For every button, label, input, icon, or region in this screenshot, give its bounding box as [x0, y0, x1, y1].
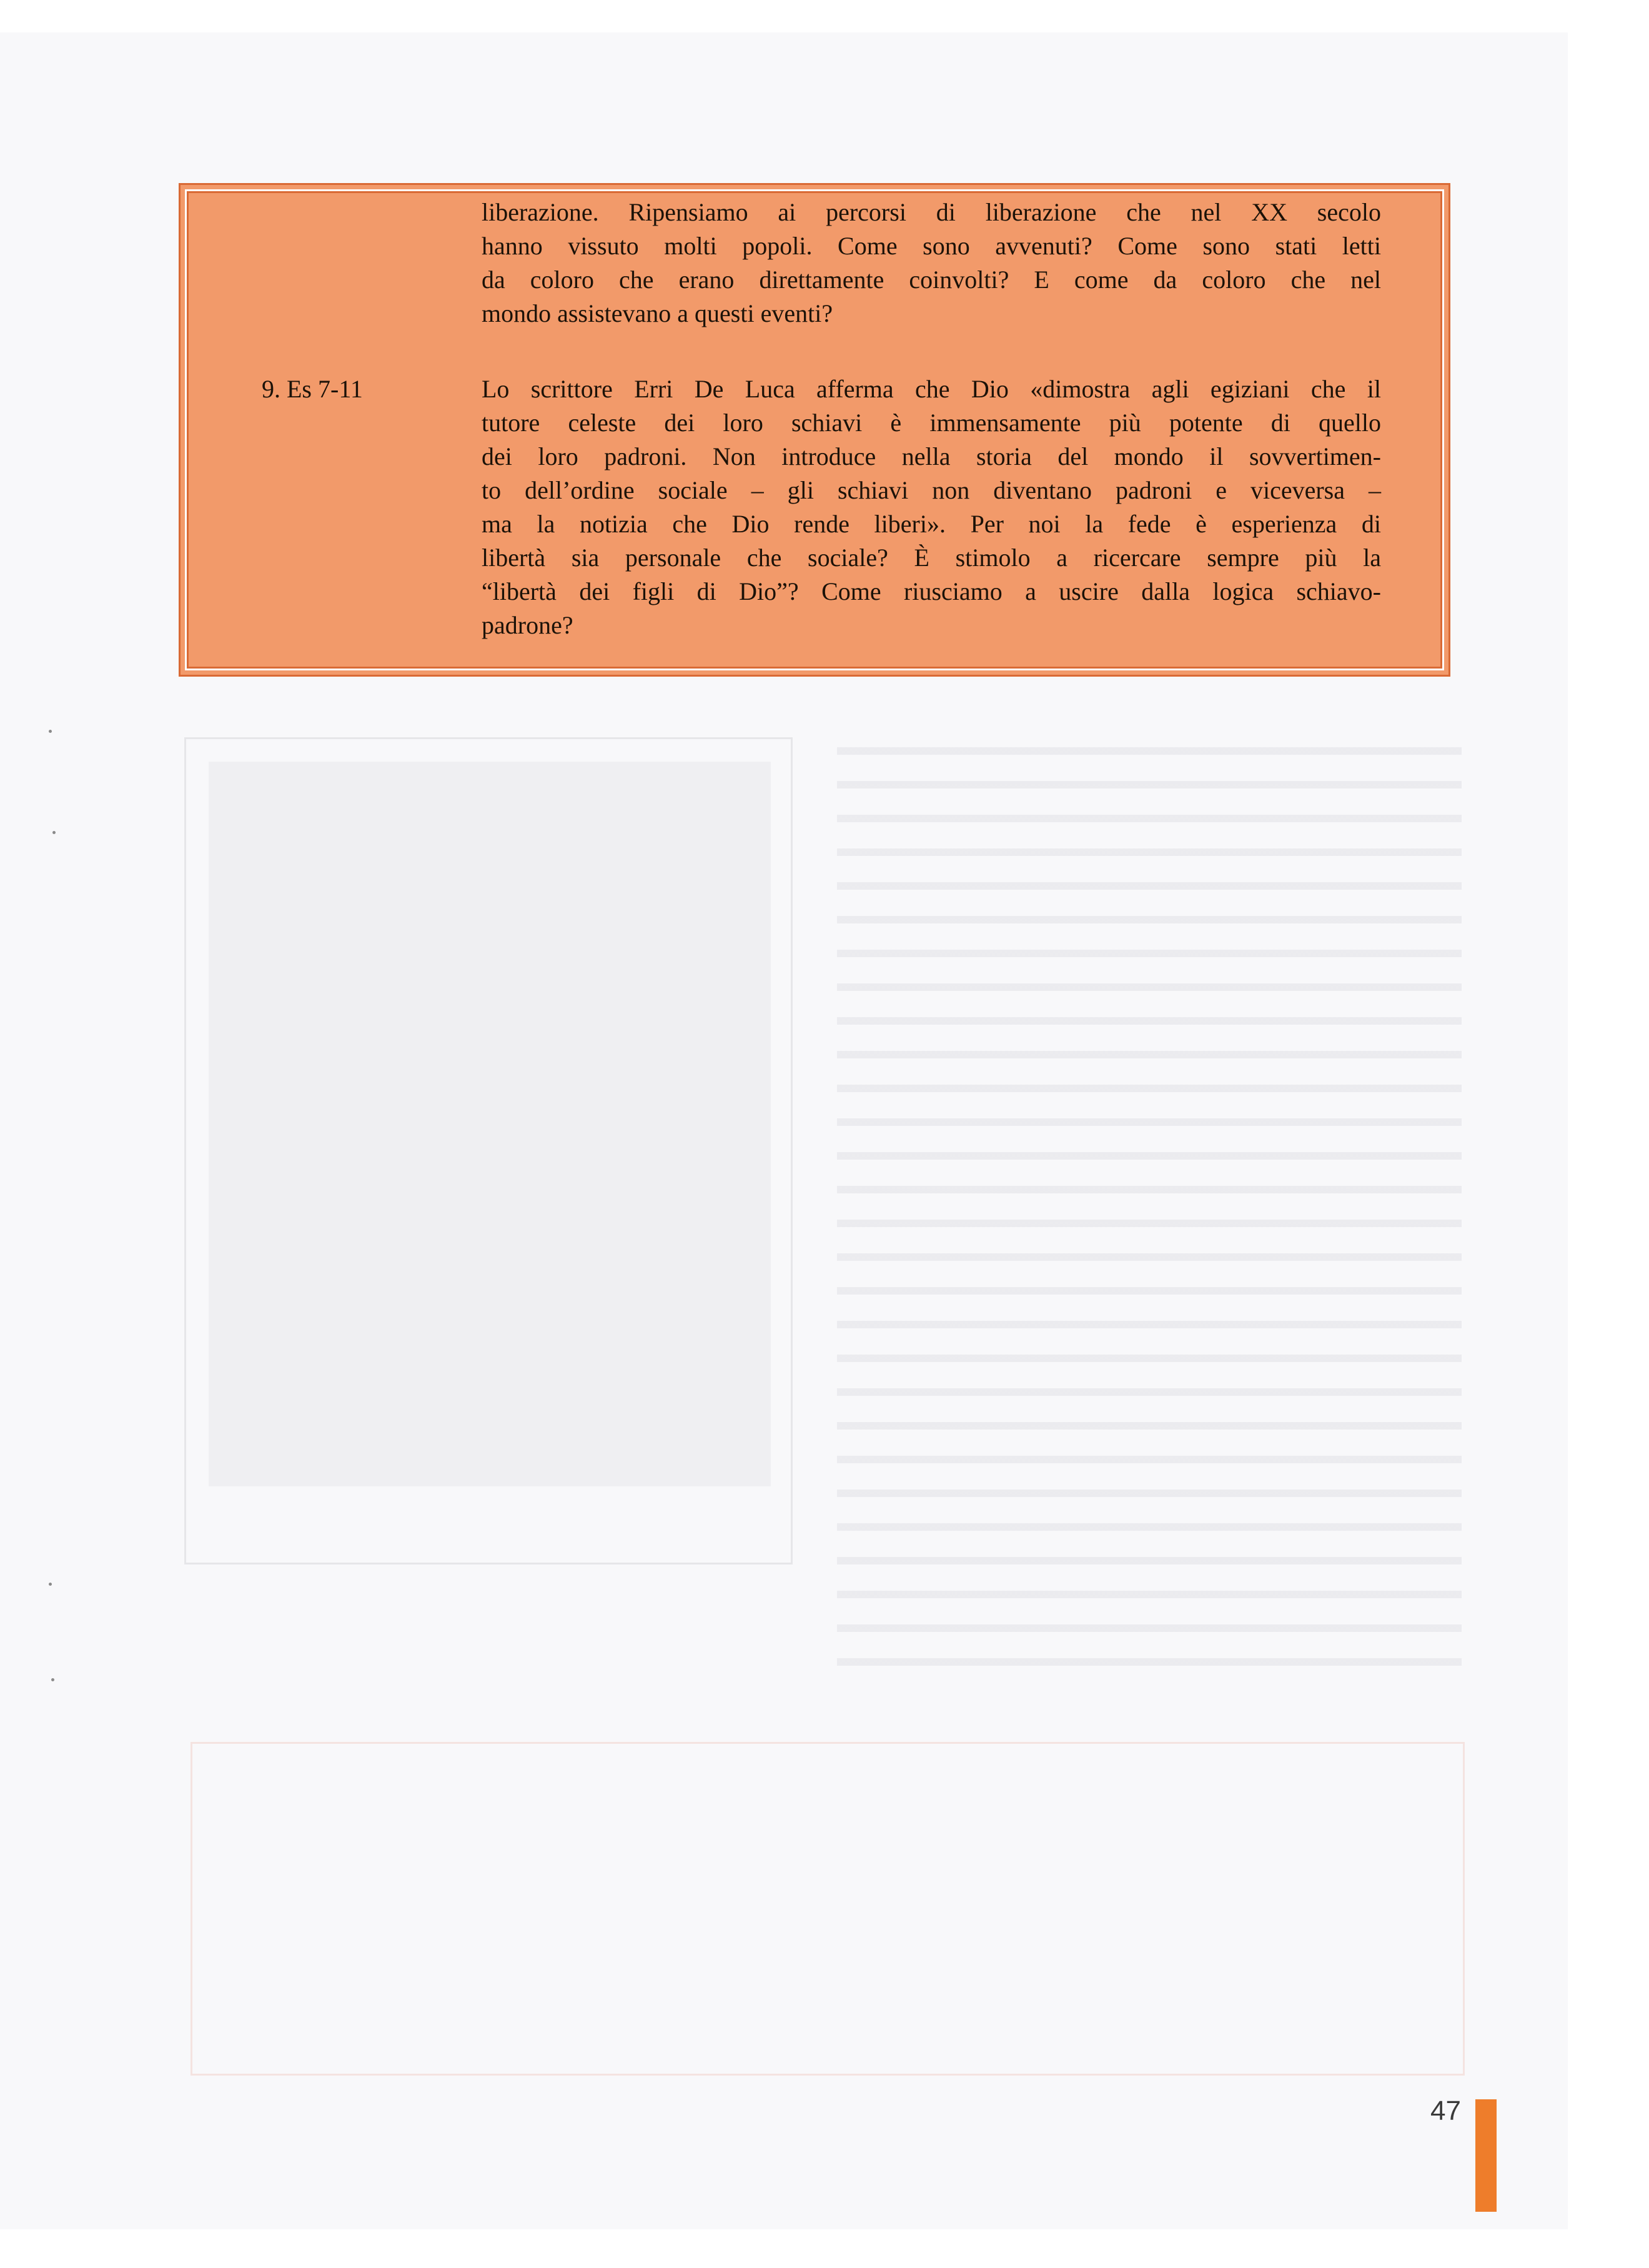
scan-speck: [51, 1678, 54, 1681]
box-paragraph-1: [482, 196, 1381, 331]
discussion-box: [179, 183, 1450, 677]
faded-photo-frame: [184, 737, 793, 1564]
text-line: padrone?: [482, 611, 573, 639]
faded-text-column: [837, 731, 1462, 1668]
scan-speck: [49, 1583, 52, 1586]
page-number: 47: [1430, 2096, 1461, 2126]
faded-photo: [209, 762, 771, 1486]
box-paragraph-2: [482, 372, 1381, 642]
text-line: to dell’ordine sociale – gli schiavi non diventano padroni e viceversa –: [482, 476, 1381, 504]
scan-speck: [52, 831, 56, 834]
text-line: liberazione. Ripensiamo ai percorsi di liberazione che nel XX secolo: [482, 198, 1381, 226]
faded-sidebar-box: [191, 1742, 1465, 2076]
text-line: mondo assistevano a questi eventi?: [482, 299, 833, 327]
page-edge-tab: [1475, 2099, 1497, 2212]
text-line: libertà sia personale che sociale? È stimolo a ricercare sempre più la: [482, 544, 1381, 572]
text-line: “libertà dei figli di Dio”? Come riusciamo a uscire dalla logica schiavo-: [482, 577, 1381, 605]
scan-speck: [49, 730, 52, 733]
text-line: da coloro che erano direttamente coinvolti? E come da coloro che nel: [482, 266, 1381, 294]
text-line: hanno vissuto molti popoli. Come sono avvenuti? Come sono stati letti: [482, 232, 1381, 260]
text-line: dei loro padroni. Non introduce nella storia del mondo il sovvertimen-: [482, 442, 1381, 470]
text-line: ma la notizia che Dio rende liberi». Per noi la fede è esperienza di: [482, 510, 1381, 538]
entry-reference-label: 9. Es 7-11: [262, 375, 363, 403]
text-line: tutore celeste dei loro schiavi è immensamente più potente di quello: [482, 409, 1381, 437]
text-line: Lo scrittore Erri De Luca afferma che Dio «dimostra agli egiziani che il: [482, 375, 1381, 403]
